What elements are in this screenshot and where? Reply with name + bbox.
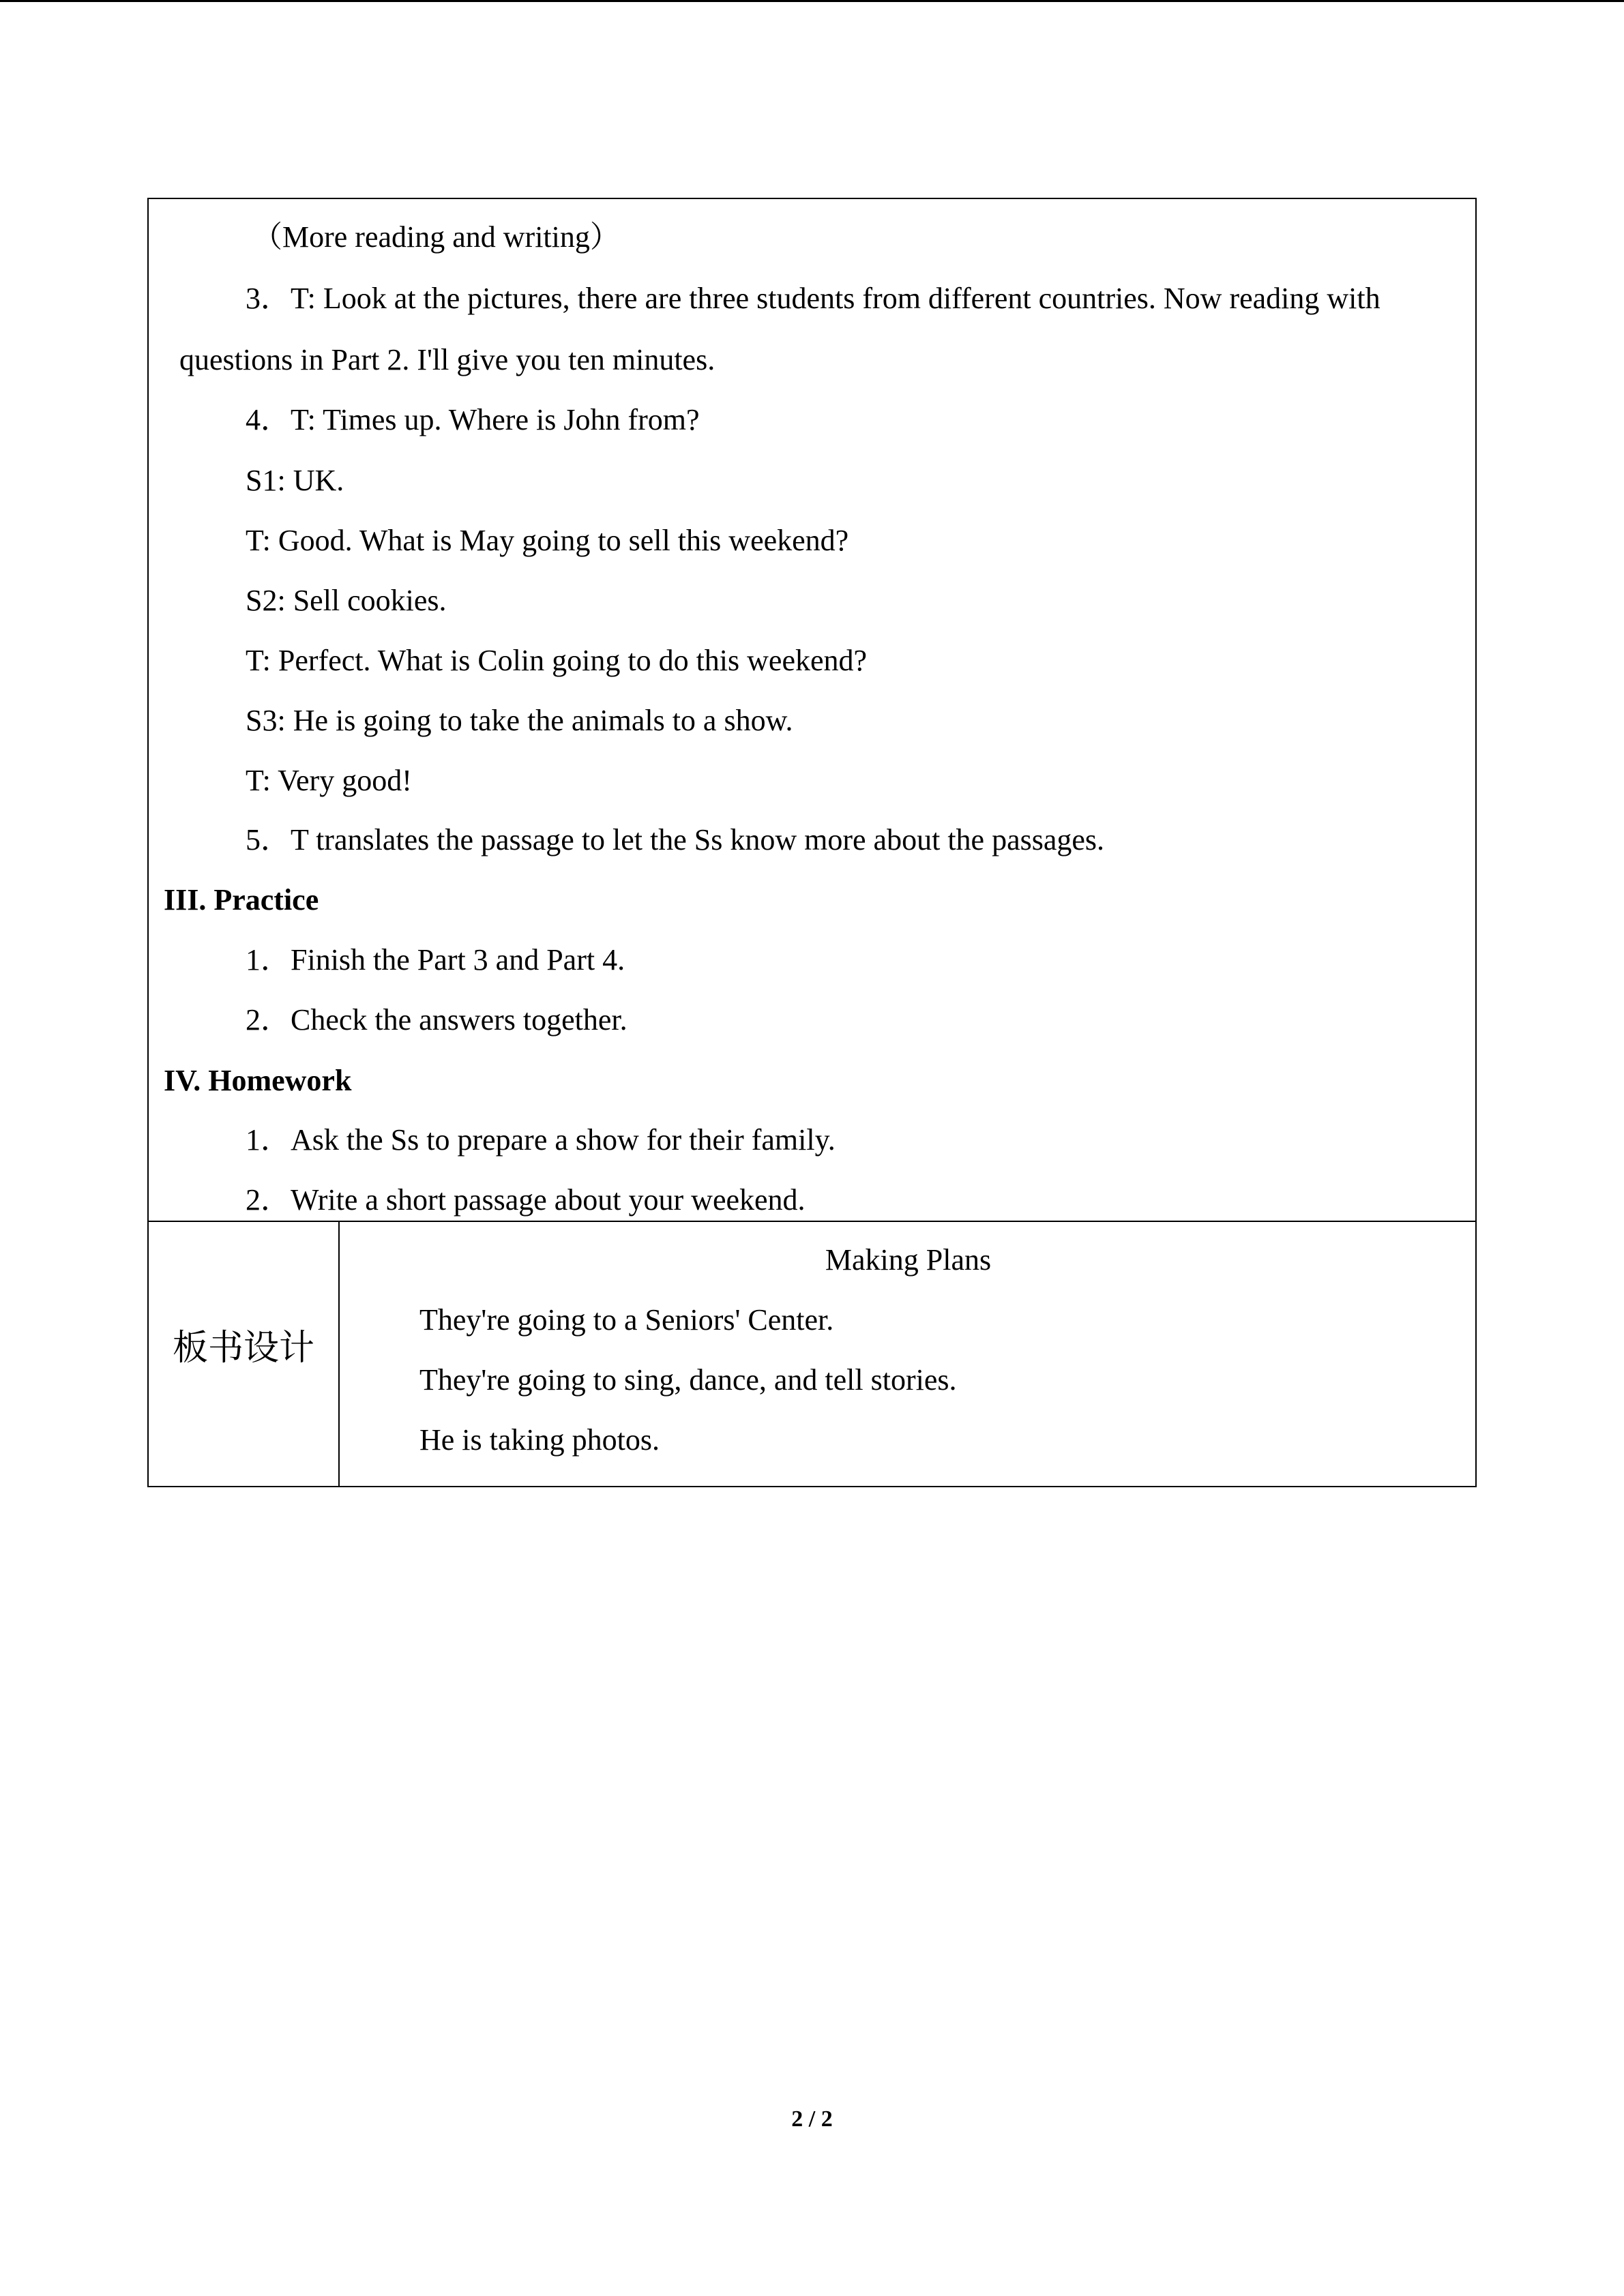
student-3-answer: S3: He is going to take the animals to a show. [246,704,793,737]
teacher-question-may: T: Good. What is May going to sell this weekend? [246,524,849,557]
teaching-process-cell [149,199,1475,1222]
board-line-2: They're going to sing, dance, and tell stories. [419,1363,957,1397]
student-1-answer: S1: UK. [246,464,344,497]
practice-item-2: 2．Check the answers together. [246,1003,628,1037]
practice-item-1: 1．Finish the Part 3 and Part 4. [246,943,625,976]
board-design-content-cell [340,1222,1477,1487]
reading-writing-subheading: （More reading and writing） [252,220,620,254]
teacher-praise: T: Very good! [246,764,412,797]
homework-item-2: 2．Write a short passage about your weekend. [246,1183,806,1217]
lesson-plan-table [147,198,1477,1487]
teacher-question-colin: T: Perfect. What is Colin going to do this weekend? [246,644,868,677]
practice-heading: III. Practice [164,883,319,916]
homework-item-1: 1．Ask the Ss to prepare a show for their family. [246,1123,836,1157]
board-line-3: He is taking photos. [419,1423,660,1457]
step-4: 4．T: Times up. Where is John from? [246,403,700,436]
board-design-label: 板书设计 [172,1327,314,1369]
student-2-answer: S2: Sell cookies. [246,584,447,617]
step-3-line-1: 3．T: Look at the pictures, there are three students from different countries. Now reading with [246,282,1381,315]
page-number: 2 / 2 [791,2106,833,2132]
step-3-line-2: questions in Part 2. I'll give you ten minutes. [179,343,715,376]
step-5: 5．T translates the passage to let the Ss know more about the passages. [246,823,1105,856]
homework-heading: IV. Homework [164,1064,352,1097]
board-title: Making Plans [825,1243,992,1277]
board-design-label-cell [149,1222,340,1487]
board-line-1: They're going to a Seniors' Center. [419,1303,834,1337]
